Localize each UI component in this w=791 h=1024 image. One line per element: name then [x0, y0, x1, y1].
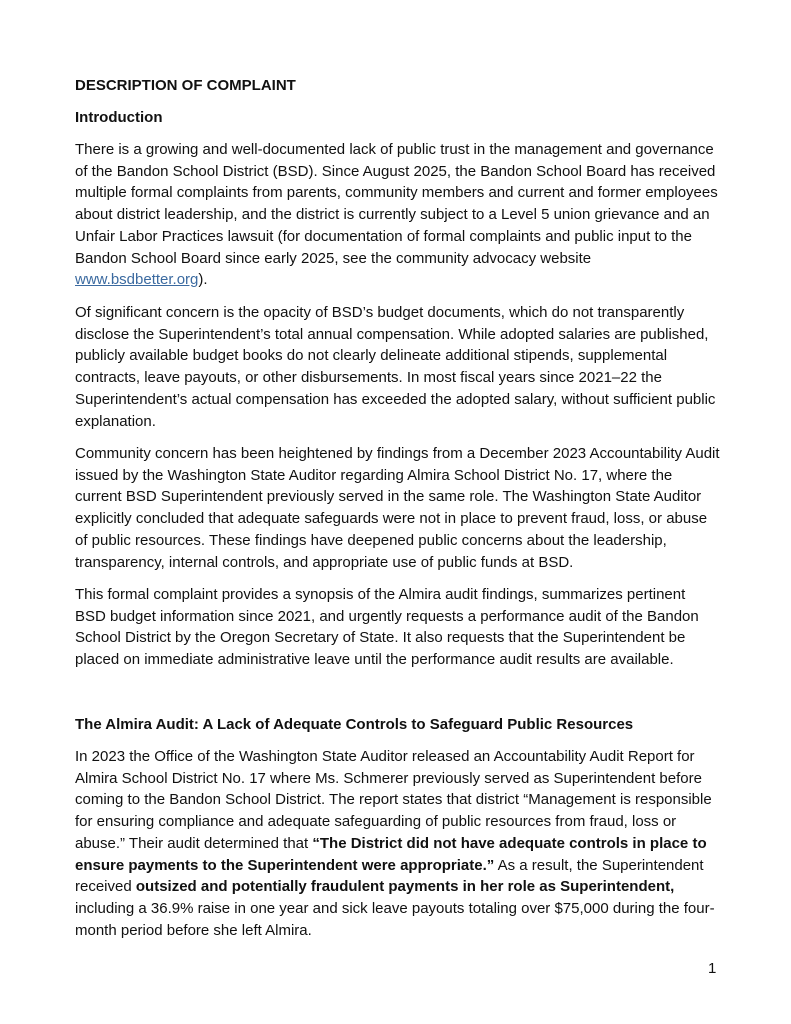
almira-bold-quote: “The District did not have adequate controls in place to ensure payments to the Superintendent were appropriate.” — [75, 834, 707, 874]
intro-paragraph-2: Of significant concern is the opacity of BSD’s budget documents, which do not transparently disclose the Superintendent’s total annual compensation. While adopted salaries are published, publicly available budget books do not clearly delineate additional stipends, supplemental contracts, leave payouts, or other disbursements. In most fiscal years since 2021–22 the Superintendent’s actual compensation has exceeded the adopted salary, without sufficient public explanation. — [75, 304, 716, 430]
intro-paragraph-1 — [75, 139, 720, 291]
almira-text-part-3: including a 36.9% raise in one year and sick leave payouts totaling over $75,000 during the four-month period before she left Almira. — [75, 899, 715, 939]
section-heading-introduction: Introduction — [75, 109, 163, 126]
intro-paragraph-1-text: There is a growing and well-documented lack of public trust in the management and governance of the Bandon School District (BSD). Since August 2025, the Bandon School Board has received multiple formal complaints from parents, community members and current and former employees about district leadership, and the district is currently subject to a Level 5 union grievance and an Unfair Labor Practices lawsuit (for documentation of formal complaints and public input to the Bandon School Board since early 2025, see the community advocacy website — [75, 141, 718, 267]
page-number: 1 — [708, 960, 717, 977]
almira-paragraph-1 — [75, 746, 720, 941]
bsdbetter-link[interactable]: www.bsdbetter.org — [75, 271, 199, 289]
almira-bold-payments: outsized and potentially fraudulent payments in her role as Superintendent, — [135, 878, 675, 896]
almira-text-part-2: As a result, the Superintendent received — [75, 856, 704, 896]
intro-paragraph-4: This formal complaint provides a synopsis of the Almira audit findings, summarizes pertinent BSD budget information since 2021, and urgently requests a performance audit of the Bandon School District by the Oregon Secretary of State. It also requests that the Superintendent be placed on immediate administrative leave until the performance audit results are available. — [75, 586, 699, 669]
intro-paragraph-1-tail: ). — [198, 271, 208, 289]
almira-text-part-1: In 2023 the Office of the Washington State Auditor released an Accountability Audit Report for Almira School District No. 17 where Ms. Schmerer previously served as Superintendent before coming to the Bandon School District. The report states that district “Management is responsible for ensuring compliance and adequate safeguarding of public resources from fraud, loss or abuse.” Their audit determined that — [75, 748, 712, 852]
intro-paragraph-3: Community concern has been heightened by findings from a December 2023 Accountability Audit issued by the Washington State Auditor regarding Almira School District No. 17, where the current BSD Superintendent previously served in the same role. The Washington State Auditor explicitly concluded that adequate safeguards were not in place to prevent fraud, loss, or abuse of public resources. These findings have deepened public concerns about the leadership, transparency, internal controls, and appropriate use of public funds at BSD. — [75, 445, 720, 571]
section-heading-almira: The Almira Audit: A Lack of Adequate Controls to Safeguard Public Resources — [75, 716, 634, 733]
document-title: DESCRIPTION OF COMPLAINT — [75, 77, 296, 94]
